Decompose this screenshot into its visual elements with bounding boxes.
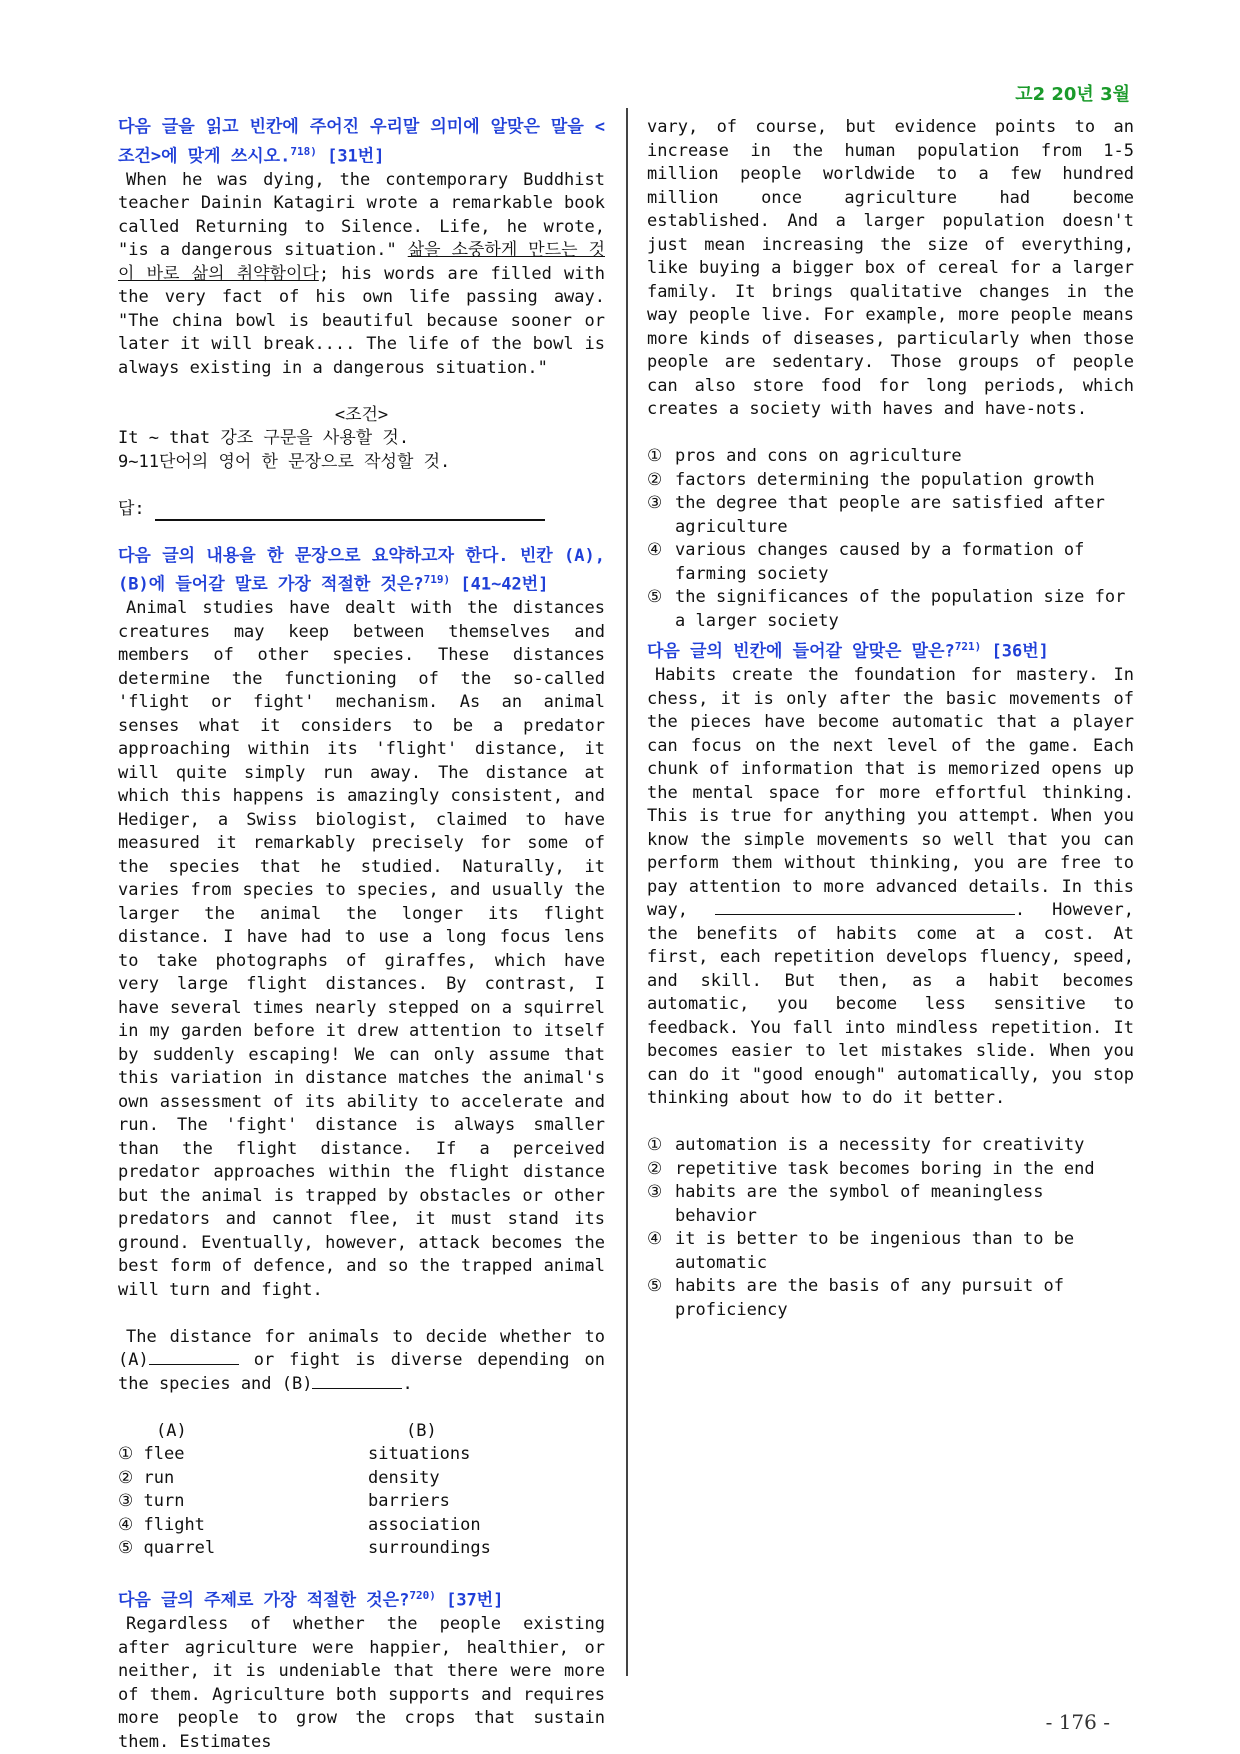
option-item: ⑤ habits are the basis of any pursuit of proficiency xyxy=(647,1276,1064,1320)
choice-b: surroundings xyxy=(368,1538,491,1559)
condition-item: 9~11단어의 영어 한 문장으로 작성할 것. xyxy=(118,451,451,472)
answer-field xyxy=(118,498,605,522)
choice-a: ④ flight xyxy=(118,1514,205,1535)
option-item: ③ the degree that people are satisfied after agriculture xyxy=(647,493,1105,537)
condition-item: It ~ that 강조 구문을 사용할 것. xyxy=(118,428,410,449)
question-37-passage-part2: vary, of course, but evidence points to an increase in the human population from 1-5 million people worldwide to a few hundred million once agriculture had become established. And a larger population doesn't just mean increasing the size of everything, like buying a bigger box of cereal for a larger family. It brings qualitative changes in the way people live. For example, more people means more kinds of diseases, particularly when those people are sedentary. Those groups of people can also store food for long periods, which creates a society with haves and have-nots. xyxy=(647,117,1134,419)
question-37-passage-part1: Regardless of whether the people existing after agriculture were happier, healthier, or neither, it is undeniable that there were more of them. Agriculture both supports and requires more people to grow the crops that sustain them. Estimates xyxy=(118,1614,605,1752)
answer-blank xyxy=(155,501,545,521)
option-item: ① automation is a necessity for creativity xyxy=(647,1135,1085,1156)
option-item: ③ habits are the symbol of meaningless behavior xyxy=(647,1182,1044,1226)
answer-label: 답: xyxy=(118,498,145,519)
option-item: ⑤ the significances of the population size for a larger society xyxy=(647,587,1126,631)
page-number: - 176 - xyxy=(1045,1710,1110,1734)
question-37-title: 다음 글의 주제로 가장 적절한 것은?$^{720)}$ [37번] xyxy=(118,1589,504,1611)
question-41-title: 다음 글의 내용을 한 문장으로 요약하고자 한다. 빈칸 (A), (B)에 들어갈 말로 가장 적절한 것은?$^{719)}$ [41~42번] xyxy=(118,545,605,595)
question-36-title: 다음 글의 빈칸에 들어갈 알맞은 말은?$^{721)}$ [36번] xyxy=(647,640,1049,662)
choice-a: ① flee xyxy=(118,1444,185,1465)
summary-sentence: The distance for animals to decide whether to (A) or fight is diverse depending on the species and (B) . xyxy=(118,1326,605,1394)
choice-b: situations xyxy=(368,1444,471,1465)
option-item: ① pros and cons on agriculture xyxy=(647,446,962,466)
option-item: ④ various changes caused by a formation of farming society xyxy=(647,540,1085,584)
question-31-passage: When he was dying, the contemporary Buddhist teacher Dainin Katagiri wrote a remarkable book called Returning to Silence. Life, he wrote, "is a dangerous situation." 삶을 소중하게 만드는 것이 바로 삶의 취약함이다; his words are filled with the very fact of his own life passing away. "The china bowl is beautiful because sooner or later it will break.... The life of the bowl is always existing in a dangerous situation." xyxy=(118,169,605,378)
column-divider xyxy=(626,108,628,1676)
question-41-passage: Animal studies have dealt with the distances creatures may keep between themselves and members of other species. These distances determine the functioning of the so-called 'flight or fight' mechanism. As an animal senses what it considers to be a predator approaching within its 'flight' distance, it will quite simply run away. The distance at which this happens is amazingly consistent, and Hediger, a Swiss biologist, claimed to have measured it remarkably precisely for some of the species that he studied. Naturally, it varies from species to species, and usually the larger the animal the longer its flight distance. I have had to use a long focus lens to take photographs of giraffes, which have very large flight distances. By contrast, I have several times nearly stepped on a squirrel in my garden before it drew attention to itself by suddenly escaping! We can only assume that this variation in distance matches the animal's own assessment of its ability to accelerate and run. The 'fight' distance is always smaller than the flight distance. If a perceived predator approaches within the flight distance but the animal is trapped by obstacles or other predators and cannot flee, it must stand its ground. Eventually, however, attack becomes the best form of defence, and so the trapped animal will turn and fight. xyxy=(118,598,605,1300)
question-36-passage: Habits create the foundation for mastery. In chess, it is only after the basic movements of the pieces have become automatic that a player can focus on the next level of the game. Each chunk of information that is memorized opens up the mental space for more effortful thinking. This is true for anything you attempt. When you know the simple movements so well that you can perform them without thinking, you are free to pay attention to more advanced details. In this way, . However, the benefits of habits come at a cost. At first, each repetition develops fluency, speed, and skill. But then, as a habit becomes automatic, you become less sensitive to feedback. You fall into mindless repetition. It becomes easier to let mistakes slide. When you can do it "good enough" automatically, you stop thinking about how to do it better. xyxy=(647,665,1134,1109)
choice-a: ② run xyxy=(118,1467,175,1488)
choice-b: density xyxy=(368,1467,440,1488)
choice-b: barriers xyxy=(368,1491,450,1512)
left-column xyxy=(118,116,605,1754)
choice-table: (A) (B) ① flee situations ② run density ③ turn barriers ④ flight association ⑤ quarrel surroundings xyxy=(118,1420,605,1561)
underlined-korean-phrase: 삶을 소중하게 만드는 것이 바로 삶의 취약함이다 xyxy=(118,240,605,284)
choice-a: ⑤ quarrel xyxy=(118,1538,216,1559)
option-item: ② factors determining the population growth xyxy=(647,469,1095,490)
choice-b: association xyxy=(368,1514,481,1535)
option-item: ② repetitive task becomes boring in the end xyxy=(647,1158,1095,1179)
choice-a: ③ turn xyxy=(118,1491,185,1512)
question-31-title: 다음 글을 읽고 빈칸에 주어진 우리말 의미에 알맞은 말을 <조건>에 맞게 쓰시오.$^{718)}$ [31번] xyxy=(118,117,605,167)
exam-tag: 고2 20년 3월 xyxy=(1015,84,1130,105)
condition-title: <조건> xyxy=(334,404,389,425)
right-column xyxy=(647,116,1134,1322)
option-item: ④ it is better to be ingenious than to be automatic xyxy=(647,1229,1075,1273)
